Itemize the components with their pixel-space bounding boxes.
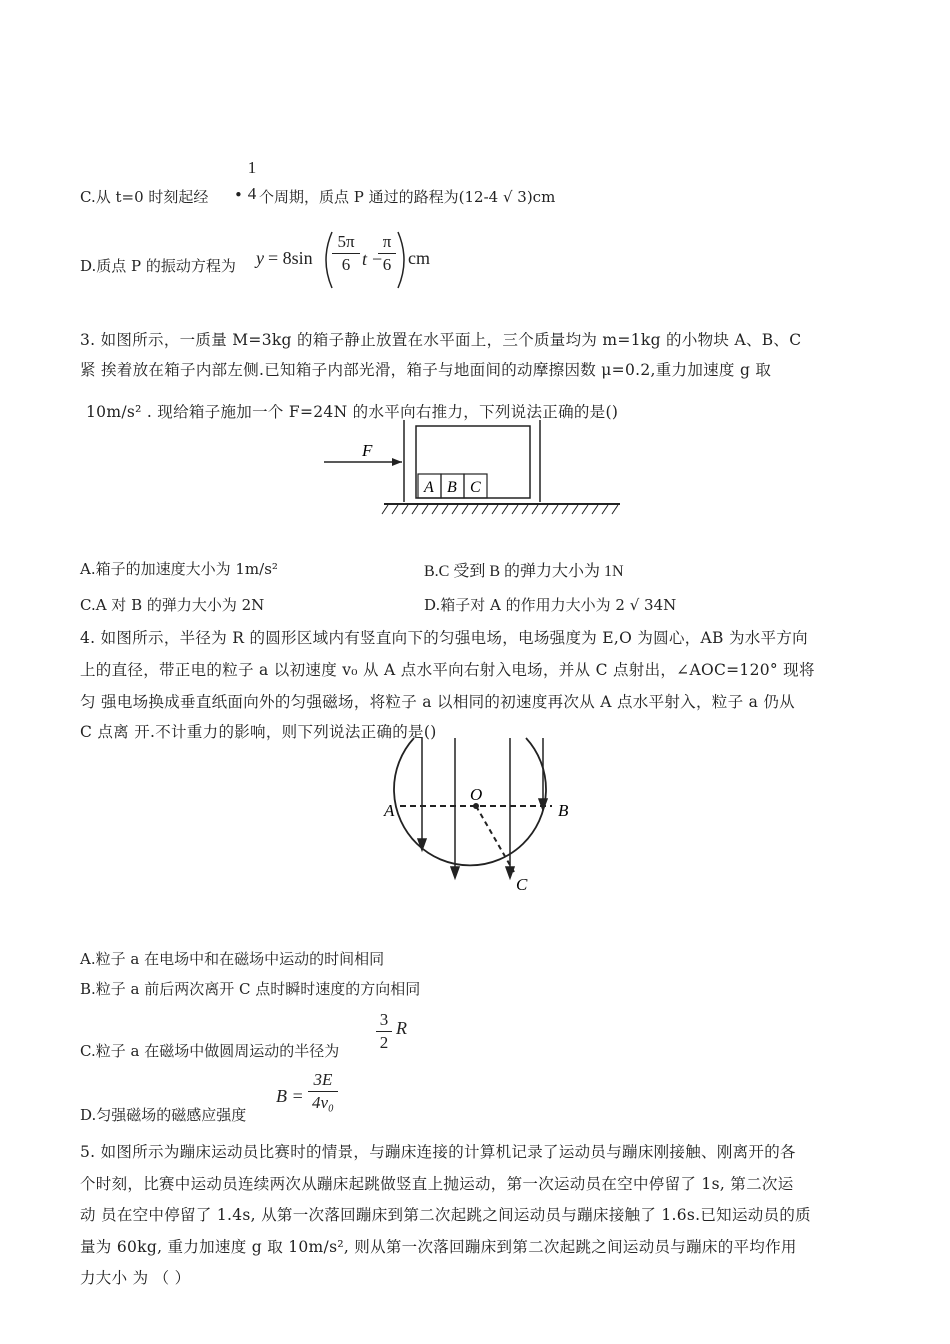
q4-option-b: B.粒子 a 前后两次离开 C 点时瞬时速度的方向相同	[80, 980, 421, 998]
q5-line-2: 个时刻，比赛中运动员连续两次从蹦床起跳做竖直上抛运动，第一次运动员在空中停留了 1s, 第二次运	[80, 1175, 794, 1193]
block-b-label: B	[447, 479, 457, 496]
q5-line-5: 力大小 为 （ ）	[80, 1269, 191, 1287]
q2-option-c-suffix: 个周期，质点 P 通过的路程为(12-4 √ 3)cm	[259, 188, 556, 206]
circle-field-diagram	[380, 738, 580, 898]
math-eq: = 8sin	[268, 248, 313, 268]
math-radius-r: R	[396, 1018, 407, 1038]
bullet-dot: •	[234, 186, 243, 204]
q4-option-d: D.匀强磁场的磁感应强度	[80, 1106, 247, 1124]
fraction-5pi-6: 5π 6	[332, 232, 360, 275]
q3-line-3: 10m/s² . 现给箱子施加一个 F=24N 的水平向右推力，下列说法正确的是()	[86, 403, 619, 421]
q5-line-1: 5. 如图所示为蹦床运动员比赛时的情景，与蹦床连接的计算机记录了运动员与蹦床刚接触、刚离开的各	[80, 1143, 796, 1161]
block-c-label: C	[470, 479, 481, 496]
q3-line-2: 紧 挨着放在箱子内部左侧.已知箱子内部光滑，箱子与地面间的动摩擦因数 μ=0.2,重力加速度 g 取	[80, 361, 772, 379]
q2-option-c-text: C.从 t=0 时刻起经	[80, 188, 209, 206]
math-t: t	[362, 249, 368, 269]
q4-line-3: 匀 强电场换成垂直纸面向外的匀强磁场，将粒子 a 以相同的初速度再次从 A 点水平射入，粒子 a 仍从	[80, 693, 795, 711]
fraction-3e-4v0: 3E 4v₀	[308, 1070, 338, 1113]
block-a-label: A	[424, 479, 434, 496]
q4-line-4: C 点离 开.不计重力的影响，则下列说法正确的是()	[80, 723, 437, 741]
point-o-label: O	[470, 785, 483, 804]
q3-option-c: C.A 对 B 的弹力大小为 2N	[80, 596, 265, 614]
q5-line-4: 量为 60kg, 重力加速度 g 取 10m/s², 则从第一次落回蹦床到第二次起跳之间运动员与蹦床的平均作用	[80, 1238, 797, 1256]
q3-option-b: B.C 受到 B 的弹力大小为 1N	[424, 563, 624, 580]
q4-option-a: A.粒子 a 在电场中和在磁场中运动的时间相同	[80, 950, 385, 968]
q4-line-2: 上的直径，带正电的粒子 a 以初速度 v₀ 从 A 点水平向右射入电场，并从 C 点射出，∠AOC=120° 现将	[80, 661, 815, 679]
q3-line-1: 3. 如图所示，一质量 M=3kg 的箱子静止放置在水平面上，三个质量均为 m=1kg 的小物块 A、B、C	[80, 331, 802, 349]
q4-line-1: 4. 如图所示，半径为 R 的圆形区域内有竖直向下的匀强电场，电场强度为 E,O 为圆心，AB 为水平方向	[80, 629, 808, 647]
q4-option-c: C.粒子 a 在磁场中做圆周运动的半径为	[80, 1042, 340, 1060]
q5-line-3: 动 员在空中停留了 1.4s, 从第一次落回蹦床到第二次起跳之间运动员与蹦床接触了 1.6s.已知运动员的质	[80, 1206, 811, 1224]
q2-option-d-text: D.质点 P 的振动方程为	[80, 257, 236, 275]
q3-option-d: D.箱子对 A 的作用力大小为 2 √ 34N	[424, 596, 677, 614]
fraction-denominator: 4	[247, 184, 257, 203]
point-c-label: C	[516, 875, 528, 894]
math-y: y	[256, 248, 264, 268]
point-b-label: B	[558, 801, 569, 820]
math-b-eq: B =	[276, 1086, 304, 1106]
point-a-label: A	[384, 801, 395, 820]
force-f-label: F	[362, 441, 373, 460]
math-minus: −	[372, 249, 383, 269]
q3-option-a: A.箱子的加速度大小为 1m/s²	[80, 560, 278, 578]
fraction-three-halves: 3 2	[376, 1010, 392, 1053]
math-unit-cm: cm	[408, 248, 430, 268]
fraction-one-quarter: 1	[247, 158, 257, 177]
box-force-diagram	[322, 420, 622, 520]
fraction-pi-6: π 6	[378, 232, 396, 275]
